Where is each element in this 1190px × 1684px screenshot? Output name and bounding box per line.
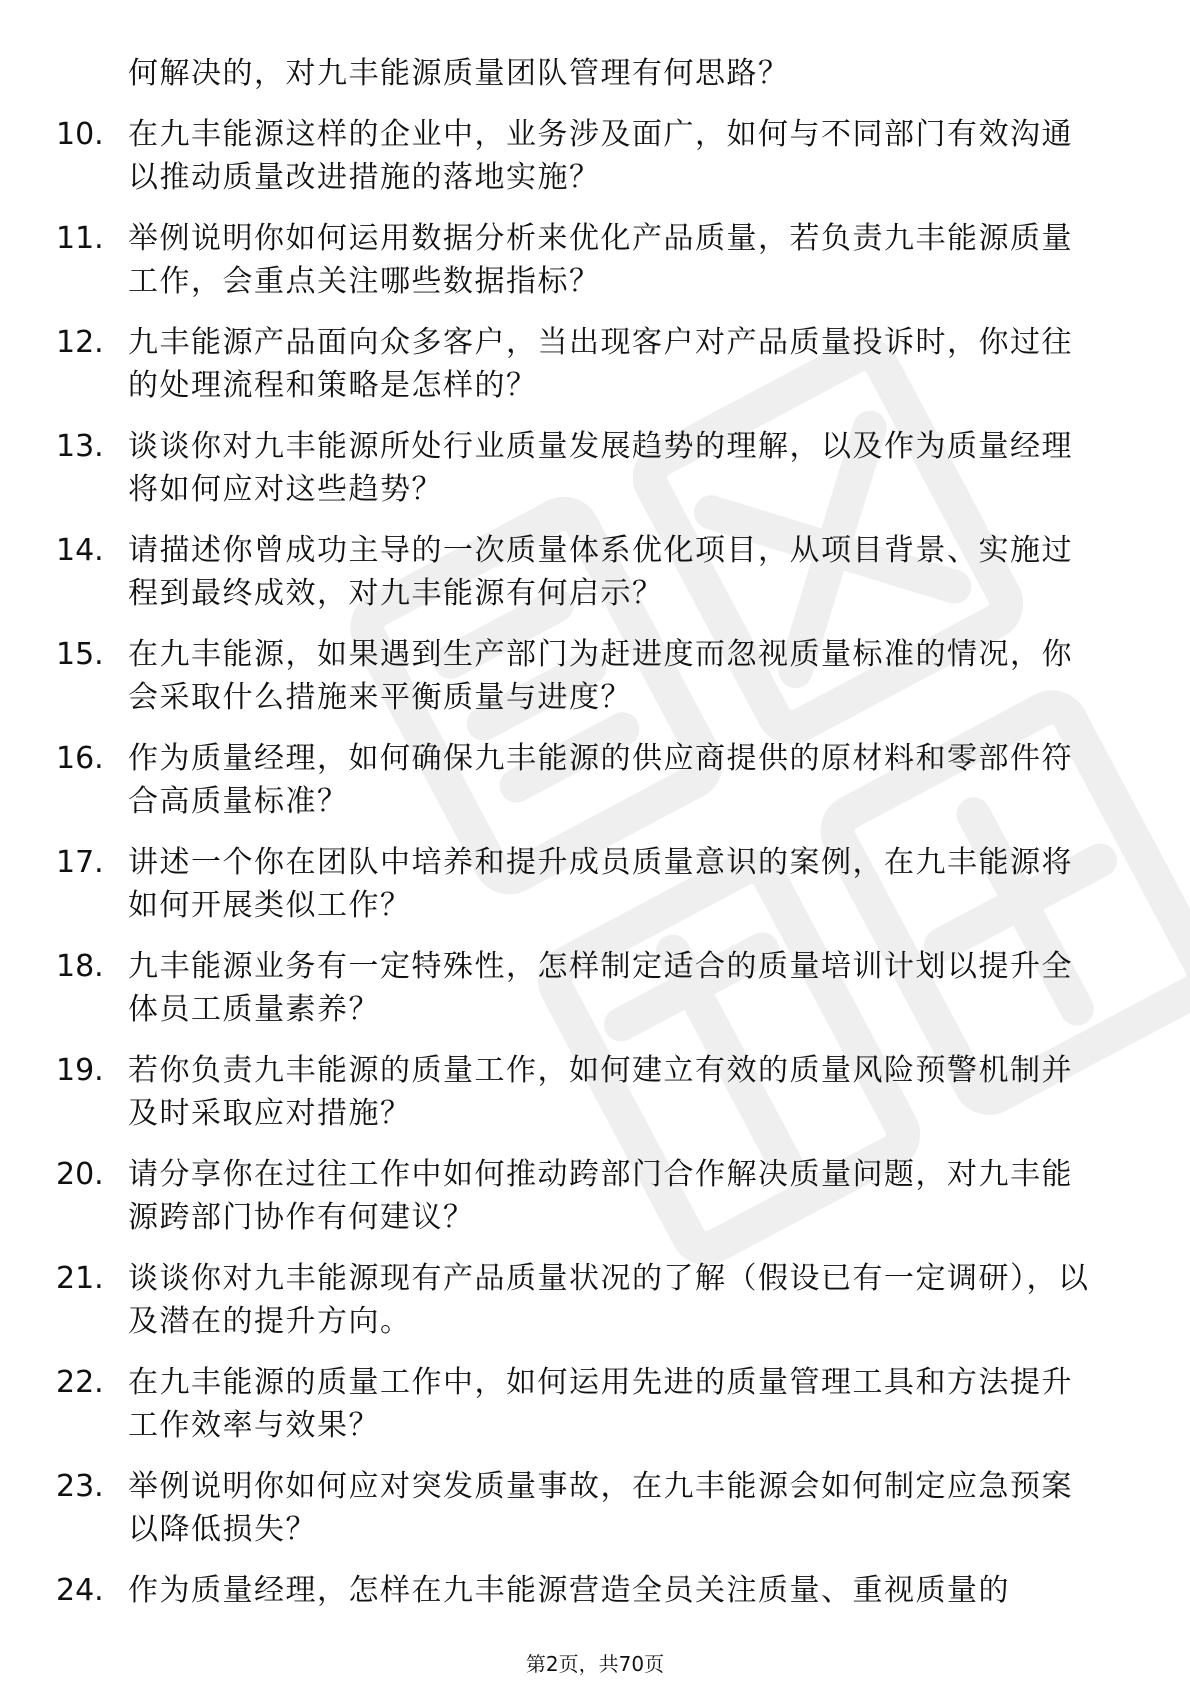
question-number: 24. [56, 1573, 104, 1608]
question-text: 请分享你在过往工作中如何推动跨部门合作解决质量问题，对九丰能源跨部门协作有何建议？ [128, 1157, 1073, 1235]
question-number: 15. [56, 637, 104, 672]
question-number: 14. [56, 533, 104, 568]
question-text: 作为质量经理，怎样在九丰能源营造全员关注质量、重视质量的 [128, 1573, 1010, 1608]
list-item-23 [0, 1465, 1190, 1551]
list-item-continuation [0, 52, 1190, 95]
page-footer [0, 1650, 1190, 1678]
list-item-14 [0, 529, 1190, 615]
question-text: 九丰能源产品面向众多客户，当出现客户对产品质量投诉时，你过往的处理流程和策略是怎样的？ [128, 325, 1073, 403]
list-item-17 [0, 841, 1190, 927]
question-number: 12. [56, 325, 104, 360]
list-item-12 [0, 321, 1190, 407]
list-item-18 [0, 945, 1190, 1031]
list-item-11 [0, 217, 1190, 303]
page-number: 第2页，共70页 [525, 1652, 665, 1676]
question-number: 22. [56, 1365, 104, 1400]
list-item-16 [0, 737, 1190, 823]
list-item-13 [0, 425, 1190, 511]
question-number: 13. [56, 429, 104, 464]
question-number: 18. [56, 949, 104, 984]
question-number: 10. [56, 117, 104, 152]
question-list [0, 52, 1190, 1630]
question-number: 11. [56, 221, 104, 256]
list-item-15 [0, 633, 1190, 719]
list-item-19 [0, 1049, 1190, 1135]
list-item-22 [0, 1361, 1190, 1447]
question-number: 23. [56, 1469, 104, 1504]
question-number: 19. [56, 1053, 104, 1088]
list-item-20 [0, 1153, 1190, 1239]
question-text: 在九丰能源，如果遇到生产部门为赶进度而忽视质量标准的情况，你会采取什么措施来平衡质量与进度？ [128, 637, 1073, 715]
question-text: 九丰能源业务有一定特殊性，怎样制定适合的质量培训计划以提升全体员工质量素养？ [128, 949, 1073, 1027]
question-text: 举例说明你如何应对突发质量事故，在九丰能源会如何制定应急预案以降低损失？ [128, 1469, 1073, 1547]
question-text: 举例说明你如何运用数据分析来优化产品质量，若负责九丰能源质量工作，会重点关注哪些数据指标？ [128, 221, 1073, 299]
question-text: 谈谈你对九丰能源所处行业质量发展趋势的理解，以及作为质量经理将如何应对这些趋势？ [128, 429, 1073, 507]
question-number: 20. [56, 1157, 104, 1192]
question-text: 讲述一个你在团队中培养和提升成员质量意识的案例，在九丰能源将如何开展类似工作？ [128, 845, 1073, 923]
list-item-24 [0, 1569, 1190, 1612]
question-number: 21. [56, 1261, 104, 1296]
question-number: 16. [56, 741, 104, 776]
question-text: 何解决的，对九丰能源质量团队管理有何思路？ [128, 56, 790, 91]
question-text: 若你负责九丰能源的质量工作，如何建立有效的质量风险预警机制并及时采取应对措施？ [128, 1053, 1073, 1131]
question-text: 在九丰能源这样的企业中，业务涉及面广，如何与不同部门有效沟通以推动质量改进措施的落地实施？ [128, 117, 1073, 195]
list-item-21 [0, 1257, 1190, 1343]
list-item-10 [0, 113, 1190, 199]
question-text: 谈谈你对九丰能源现有产品质量状况的了解（假设已有一定调研），以及潜在的提升方向。 [128, 1261, 1090, 1339]
question-number: 17. [56, 845, 104, 880]
question-text: 作为质量经理，如何确保九丰能源的供应商提供的原材料和零部件符合高质量标准？ [128, 741, 1073, 819]
question-text: 请描述你曾成功主导的一次质量体系优化项目，从项目背景、实施过程到最终成效，对九丰能源有何启示？ [128, 533, 1073, 611]
question-text: 在九丰能源的质量工作中，如何运用先进的质量管理工具和方法提升工作效率与效果？ [128, 1365, 1073, 1443]
